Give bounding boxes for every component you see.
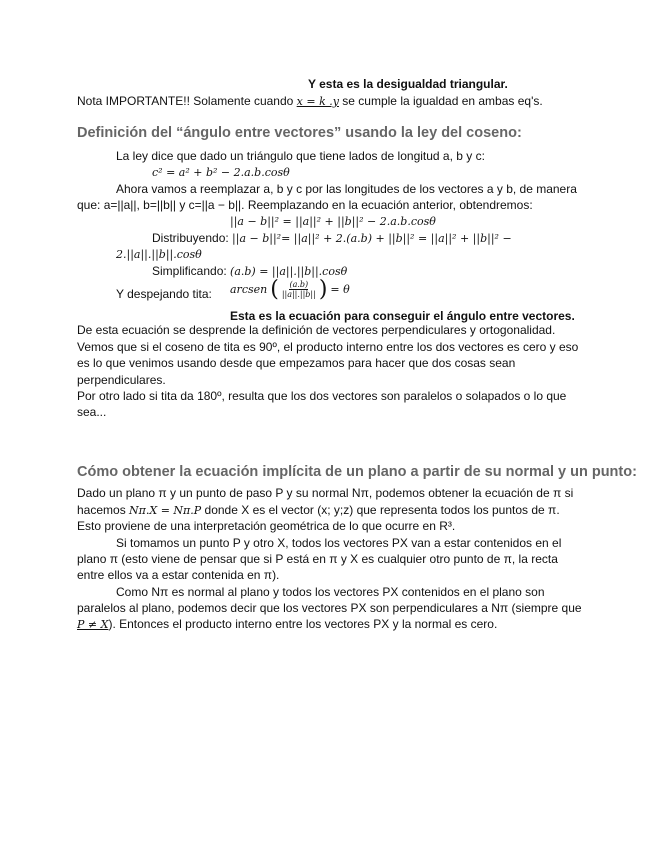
paragraph-line: plano π (esto viene de pensar que si P está en π y X es cualquier otro punto de π, la recta — [77, 552, 558, 566]
paragraph-line: Vemos que si el coseno de tita es 90º, el producto interno entre los dos vectores es cero y eso — [77, 340, 579, 354]
formula-arcsen — [230, 277, 350, 302]
right-paren: ) — [318, 277, 328, 302]
paragraph-line: entre ellos va a estar contenida en π). — [77, 568, 280, 582]
paragraph-line — [77, 617, 497, 632]
note-text: Nota IMPORTANTE!! Solamente cuando — [77, 94, 297, 108]
solve-label: Y despejando tita: — [116, 287, 212, 301]
left-paren: ( — [270, 277, 279, 302]
arcsen-fn: arcsen — [230, 283, 268, 296]
fraction — [282, 280, 316, 299]
arcsen-rhs: = θ — [330, 283, 350, 296]
distribute-line — [152, 231, 512, 246]
paragraph-line: Ahora vamos a reemplazar a, b y c por las longitudes de los vectores a y b, de manera — [116, 182, 577, 196]
formula-simplified: (a.b) = ||a||.||b||.cosθ — [230, 265, 348, 278]
formula-substituted: ||a − b||² = ||a||² + ||b||² − 2.a.b.cosθ — [230, 215, 436, 228]
paragraph-line: es lo que venimos usando desde que empezamos para hacer que dos cosas sean — [77, 356, 516, 370]
distribute-label: Distribuyendo: — [152, 231, 233, 245]
angle-conclusion: Esta es la ecuación para conseguir el ángulo entre vectores. — [230, 309, 575, 323]
paragraph-line: La ley dice que dado un triángulo que tiene lados de longitud a, b y c: — [116, 149, 485, 163]
fraction-numerator: (a.b) — [289, 280, 309, 289]
paragraph-line — [77, 503, 560, 518]
formula-cosine-law: c² = a² + b² − 2.a.b.cosθ — [152, 166, 290, 179]
formula-p-neq-x: P ≠ X — [77, 618, 109, 631]
section-heading-plane: Cómo obtener la ecuación implícita de un plano a partir de su normal y un punto: — [77, 464, 637, 480]
paragraph-line: Esto proviene de una interpretación geométrica de lo que ocurre en R³. — [77, 519, 456, 533]
fraction-denominator: ||a||.||b|| — [281, 290, 316, 299]
text: donde X es el vector (x; y;z) que representa todos los puntos de π. — [201, 503, 560, 517]
formula-distributed-cont: 2.||a||.||b||.cosθ — [116, 248, 202, 261]
simplify-label: Simplificando: — [152, 264, 231, 278]
paragraph-line: De esta ecuación se desprende la definición de vectores perpendiculares y ortogonalidad. — [77, 323, 556, 337]
note-formula: x = k .y — [296, 95, 339, 108]
simplify-line — [152, 264, 347, 279]
section-heading-angle: Definición del “ángulo entre vectores” usando la ley del coseno: — [77, 125, 522, 141]
paragraph-line: Dado un plano π y un punto de paso P y su normal Nπ, podemos obtener la ecuación de π si — [77, 486, 574, 500]
paragraph-line: Por otro lado si tita da 180º, resulta que los dos vectores son paralelos o solapados o lo que — [77, 389, 567, 403]
text: ). Entonces el producto interno entre los vectores PX y la normal es cero. — [108, 617, 498, 631]
formula-distributed: ||a − b||²= ||a||² + 2.(a.b) + ||b||² = ||a||² + ||b||² − — [232, 232, 512, 245]
important-note — [77, 94, 543, 109]
note-text-end: se cumple la igualdad en ambas eq's. — [338, 94, 543, 108]
triangular-statement: Y esta es la desigualdad triangular. — [308, 77, 508, 91]
paragraph-line: perpendiculares. — [77, 373, 166, 387]
text: hacemos — [77, 503, 130, 517]
paragraph-line: paralelos al plano, podemos decir que los vectores PX son perpendiculares a Nπ (siempre que — [77, 601, 582, 615]
paragraph-line: sea... — [77, 405, 107, 419]
paragraph-line: Si tomamos un punto P y otro X, todos los vectores PX van a estar contenidos en el — [116, 536, 562, 550]
paragraph-line: que: a=||a||, b=||b|| y c=||a − b||. Reemplazando en la ecuación anterior, obtendremos: — [77, 198, 533, 212]
paragraph-line: Como Nπ es normal al plano y todos los vectores PX contenidos en el plano son — [116, 585, 545, 599]
formula-plane: Nπ.X = Nπ.P — [129, 504, 202, 517]
